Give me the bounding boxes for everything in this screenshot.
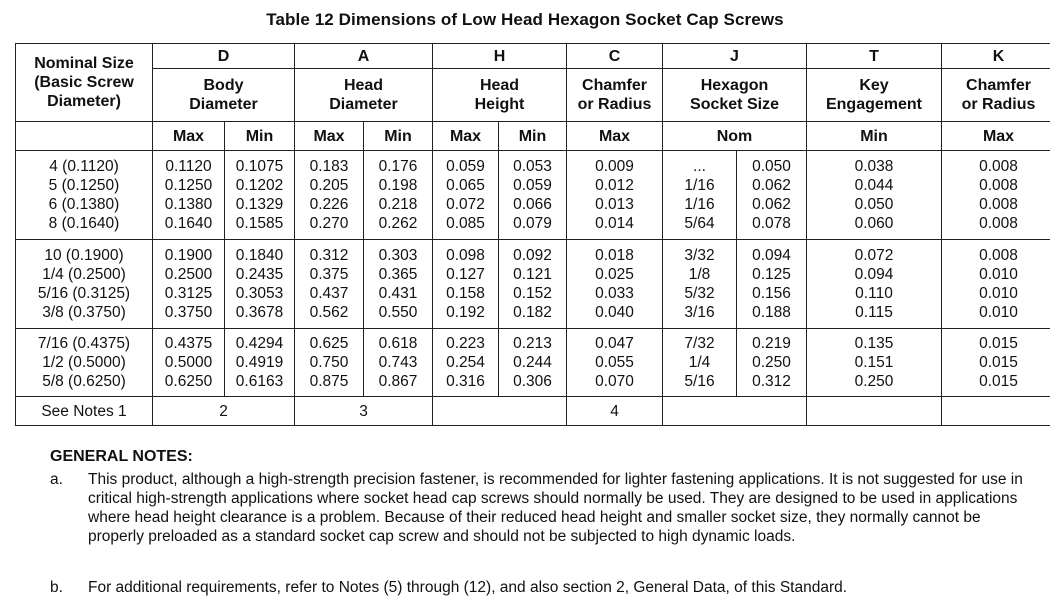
nominal-size-value: 5/16 (0.3125)	[37, 285, 131, 302]
d-min-value: 0.2435	[235, 266, 284, 283]
nominal-size-value: 6 (0.1380)	[48, 196, 120, 213]
a-min-value: 0.218	[378, 196, 418, 213]
a-min-value: 0.550	[378, 304, 418, 321]
h-max-value: 0.098	[446, 247, 485, 264]
j-fraction-value: 3/32	[684, 247, 715, 264]
d-min-value: 0.4294	[235, 335, 284, 352]
d-max-value: 0.6250	[164, 373, 213, 390]
header-letter-d: D	[153, 44, 295, 69]
nominal-size-value: 5/8 (0.6250)	[42, 373, 126, 390]
a-max-value: 0.205	[309, 177, 349, 194]
d-max-value: 0.1250	[164, 177, 213, 194]
d-max-cell	[153, 329, 225, 397]
c-max-value: 0.070	[595, 373, 634, 390]
j-fraction-value: 1/16	[684, 177, 715, 194]
j-decimal-cell	[737, 151, 807, 240]
a-min-cell	[364, 240, 433, 329]
j-fraction-value: ...	[693, 158, 706, 175]
h-min-value: 0.306	[513, 373, 552, 390]
j-decimal-value: 0.188	[752, 304, 791, 321]
header-head-height: Head Height	[433, 69, 567, 122]
h-min-value: 0.121	[513, 266, 552, 283]
header-t-min: Min	[807, 122, 942, 151]
d-max-value: 0.1640	[164, 215, 213, 232]
header-d-min: Min	[225, 122, 295, 151]
a-max-value: 0.270	[309, 215, 349, 232]
k-max-value: 0.010	[979, 266, 1018, 283]
t-min-value: 0.135	[854, 335, 894, 352]
a-max-value: 0.312	[309, 247, 349, 264]
h-max-value: 0.192	[446, 304, 485, 321]
h-max-value: 0.223	[446, 335, 485, 352]
header-body-diameter: Body Diameter	[153, 69, 295, 122]
d-min-cell	[225, 151, 295, 240]
t-min-value: 0.094	[854, 266, 894, 283]
h-min-value: 0.079	[513, 215, 552, 232]
h-max-cell	[433, 240, 499, 329]
table-title: Table 12 Dimensions of Low Head Hexagon Socket Cap Screws	[266, 10, 784, 29]
a-max-value: 0.375	[309, 266, 349, 283]
header-hexagon-socket-size: Hexagon Socket Size	[663, 69, 807, 122]
h-min-value: 0.213	[513, 335, 552, 352]
header-letter-c: C	[567, 44, 663, 69]
d-max-cell	[153, 151, 225, 240]
j-decimal-value: 0.250	[752, 354, 791, 371]
a-max-value: 0.183	[309, 158, 349, 175]
a-max-value: 0.625	[309, 335, 349, 352]
h-min-value: 0.092	[513, 247, 552, 264]
h-max-cell	[433, 151, 499, 240]
t-min-cell	[807, 151, 942, 240]
d-min-value: 0.6163	[235, 373, 284, 390]
d-max-value: 0.1900	[164, 247, 213, 264]
j-fraction-cell	[663, 329, 737, 397]
a-max-cell	[295, 151, 364, 240]
j-decimal-value: 0.062	[752, 196, 791, 213]
note-a-label: a.	[50, 471, 63, 488]
j-fraction-value: 3/16	[684, 304, 715, 321]
header-sub-row	[16, 122, 1050, 151]
k-max-value: 0.008	[979, 158, 1018, 175]
h-min-value: 0.059	[513, 177, 552, 194]
h-max-value: 0.158	[446, 285, 485, 302]
see-notes-j	[663, 397, 807, 426]
header-head-diameter: Head Diameter	[295, 69, 433, 122]
c-max-value: 0.013	[595, 196, 634, 213]
header-blank	[16, 122, 153, 151]
c-max-cell	[567, 329, 663, 397]
header-k-max: Max	[942, 122, 1050, 151]
a-max-value: 0.437	[309, 285, 349, 302]
see-notes-k	[942, 397, 1050, 426]
c-max-value: 0.047	[595, 335, 634, 352]
a-min-cell	[364, 151, 433, 240]
nominal-size-value: 8 (0.1640)	[48, 215, 120, 232]
header-letter-a: A	[295, 44, 433, 69]
a-min-value: 0.262	[378, 215, 418, 232]
d-max-value: 0.3750	[164, 304, 213, 321]
a-min-value: 0.867	[378, 373, 418, 390]
nominal-size-value: 5 (0.1250)	[48, 177, 120, 194]
header-letter-j: J	[663, 44, 807, 69]
c-max-value: 0.018	[595, 247, 634, 264]
nominal-size-value: 10 (0.1900)	[44, 247, 124, 264]
c-max-value: 0.033	[595, 285, 634, 302]
header-letter-row	[16, 44, 1050, 69]
h-min-value: 0.066	[513, 196, 552, 213]
j-decimal-value: 0.219	[752, 335, 791, 352]
header-name-row	[16, 69, 1050, 122]
j-decimal-cell	[737, 240, 807, 329]
see-notes-c: 4	[567, 397, 663, 426]
header-d-max: Max	[153, 122, 225, 151]
d-min-cell	[225, 240, 295, 329]
a-min-value: 0.198	[378, 177, 418, 194]
see-notes-label: See Notes 1	[16, 397, 153, 426]
a-max-value: 0.875	[309, 373, 349, 390]
general-note-b	[50, 578, 1040, 598]
nominal-size-value: 3/8 (0.3750)	[42, 304, 126, 321]
j-fraction-value: 5/32	[684, 285, 715, 302]
j-fraction-value: 1/8	[688, 266, 711, 283]
c-max-value: 0.014	[595, 215, 634, 232]
dimensions-table	[15, 43, 1050, 426]
k-max-cell	[942, 329, 1050, 397]
d-max-value: 0.1380	[164, 196, 213, 213]
nominal-size-header: Nominal Size (Basic Screw Diameter)	[16, 44, 153, 122]
c-max-value: 0.012	[595, 177, 634, 194]
nominal-size-cell	[16, 240, 153, 329]
t-min-value: 0.050	[854, 196, 894, 213]
h-min-value: 0.182	[513, 304, 552, 321]
d-max-value: 0.2500	[164, 266, 213, 283]
t-min-value: 0.060	[854, 215, 894, 232]
t-min-value: 0.151	[854, 354, 894, 371]
header-key-engagement: Key Engagement	[807, 69, 942, 122]
note-b-text: For additional requirements, refer to Notes (5) through (12), and also section 2, General Data, of this Standard.	[88, 579, 848, 596]
j-fraction-value: 5/16	[684, 373, 715, 390]
d-max-value: 0.4375	[164, 335, 213, 352]
t-min-value: 0.110	[855, 285, 893, 302]
h-max-cell	[433, 329, 499, 397]
note-a-text: This product, although a high-strength precision fastener, is recommended for lighter fastening applications. It is not suggested for use in critical high-strength applications where socket head cap screws should normally be used. They are designed to be used in applications where head height clearance is a problem. Because of their reduced head height and smaller socket size, they normally cannot be properly preloaded as a standard socket cap screw and should not be subjected to high dynamic loads.	[88, 471, 1023, 545]
a-min-value: 0.743	[378, 354, 418, 371]
a-min-value: 0.303	[378, 247, 418, 264]
header-c-max: Max	[567, 122, 663, 151]
a-min-value: 0.176	[378, 158, 418, 175]
t-min-value: 0.072	[854, 247, 894, 264]
nominal-size-value: 7/16 (0.4375)	[37, 335, 131, 352]
d-min-value: 0.1329	[235, 196, 284, 213]
nominal-size-cell	[16, 151, 153, 240]
j-fraction-value: 5/64	[684, 215, 715, 232]
h-max-value: 0.072	[446, 196, 485, 213]
h-min-value: 0.152	[513, 285, 552, 302]
j-decimal-value: 0.125	[752, 266, 791, 283]
k-max-value: 0.008	[979, 196, 1018, 213]
k-max-value: 0.015	[979, 354, 1018, 371]
a-max-value: 0.562	[309, 304, 349, 321]
k-max-value: 0.008	[979, 177, 1018, 194]
header-chamfer-radius-c: Chamfer or Radius	[567, 69, 663, 122]
k-max-value: 0.015	[979, 373, 1018, 390]
header-j-nom: Nom	[663, 122, 807, 151]
h-max-value: 0.085	[446, 215, 485, 232]
j-fraction-cell	[663, 151, 737, 240]
d-min-cell	[225, 329, 295, 397]
header-h-min: Min	[499, 122, 567, 151]
c-max-cell	[567, 240, 663, 329]
c-max-value: 0.055	[595, 354, 634, 371]
j-fraction-cell	[663, 240, 737, 329]
k-max-value: 0.008	[979, 215, 1018, 232]
k-max-cell	[942, 151, 1050, 240]
d-min-value: 0.4919	[235, 354, 284, 371]
d-max-value: 0.3125	[164, 285, 213, 302]
a-max-value: 0.226	[309, 196, 349, 213]
a-min-cell	[364, 329, 433, 397]
h-min-cell	[499, 240, 567, 329]
general-notes-heading: GENERAL NOTES:	[50, 448, 193, 465]
h-min-cell	[499, 151, 567, 240]
d-min-value: 0.3053	[235, 285, 284, 302]
see-notes-h	[433, 397, 567, 426]
j-decimal-value: 0.062	[752, 177, 791, 194]
c-max-value: 0.009	[595, 158, 634, 175]
see-notes-a: 3	[295, 397, 433, 426]
a-min-value: 0.618	[378, 335, 418, 352]
t-min-cell	[807, 240, 942, 329]
j-fraction-value: 1/16	[684, 196, 715, 213]
d-min-value: 0.1202	[235, 177, 284, 194]
h-min-cell	[499, 329, 567, 397]
k-max-value: 0.010	[979, 304, 1018, 321]
header-a-min: Min	[364, 122, 433, 151]
note-b-label: b.	[50, 579, 63, 596]
j-decimal-cell	[737, 329, 807, 397]
j-decimal-value: 0.094	[752, 247, 791, 264]
t-min-value: 0.250	[854, 373, 894, 390]
c-max-value: 0.040	[595, 304, 634, 321]
j-decimal-value: 0.078	[752, 215, 791, 232]
header-letter-h: H	[433, 44, 567, 69]
header-chamfer-radius-k: Chamfer or Radius	[942, 69, 1050, 122]
c-max-value: 0.025	[595, 266, 634, 283]
h-min-value: 0.244	[513, 354, 552, 371]
nominal-size-value: 1/2 (0.5000)	[42, 354, 126, 371]
h-max-value: 0.127	[446, 266, 485, 283]
d-max-value: 0.5000	[164, 354, 213, 371]
nominal-size-value: 4 (0.1120)	[49, 158, 119, 175]
j-decimal-value: 0.050	[752, 158, 791, 175]
t-min-value: 0.038	[854, 158, 894, 175]
k-max-value: 0.015	[979, 335, 1018, 352]
h-max-value: 0.065	[446, 177, 485, 194]
a-max-value: 0.750	[309, 354, 349, 371]
header-a-max: Max	[295, 122, 364, 151]
see-notes-t	[807, 397, 942, 426]
a-max-cell	[295, 329, 364, 397]
header-letter-k: K	[942, 44, 1050, 69]
h-min-value: 0.053	[513, 158, 552, 175]
nominal-size-value: 1/4 (0.2500)	[42, 266, 126, 283]
header-h-max: Max	[433, 122, 499, 151]
a-max-cell	[295, 240, 364, 329]
d-min-value: 0.1840	[235, 247, 284, 264]
a-min-value: 0.365	[378, 266, 418, 283]
d-min-value: 0.1075	[235, 158, 284, 175]
header-letter-t: T	[807, 44, 942, 69]
nominal-size-cell	[16, 329, 153, 397]
h-max-value: 0.059	[446, 158, 485, 175]
h-max-value: 0.254	[446, 354, 485, 371]
c-max-cell	[567, 151, 663, 240]
j-fraction-value: 7/32	[684, 335, 715, 352]
k-max-value: 0.010	[979, 285, 1018, 302]
j-decimal-value: 0.156	[752, 285, 791, 302]
t-min-value: 0.115	[855, 304, 893, 321]
j-decimal-value: 0.312	[752, 373, 791, 390]
size-group-row	[16, 151, 1050, 240]
d-min-value: 0.3678	[235, 304, 284, 321]
d-max-cell	[153, 240, 225, 329]
size-group-row	[16, 329, 1050, 397]
a-min-value: 0.431	[378, 285, 418, 302]
size-group-row	[16, 240, 1050, 329]
see-notes-row	[16, 397, 1050, 426]
d-min-value: 0.1585	[235, 215, 284, 232]
t-min-value: 0.044	[854, 177, 894, 194]
h-max-value: 0.316	[446, 373, 485, 390]
j-fraction-value: 1/4	[688, 354, 711, 371]
general-note-a	[50, 470, 1040, 570]
k-max-value: 0.008	[979, 247, 1018, 264]
see-notes-d: 2	[153, 397, 295, 426]
t-min-cell	[807, 329, 942, 397]
d-max-value: 0.1120	[165, 158, 212, 175]
k-max-cell	[942, 240, 1050, 329]
